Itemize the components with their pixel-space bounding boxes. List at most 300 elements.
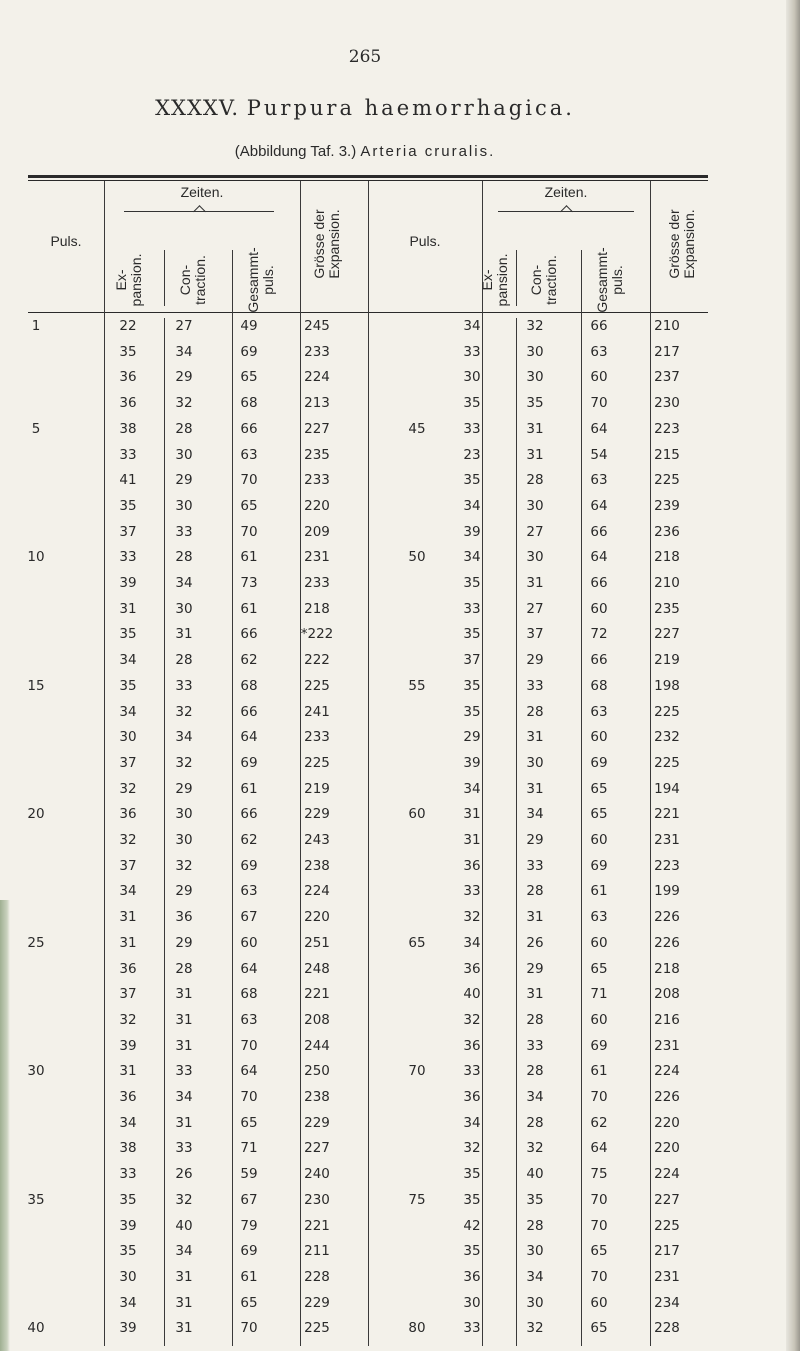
expansion-left-cell: 22 xyxy=(119,318,137,334)
contraction-right-cell: 40 xyxy=(526,1166,544,1183)
groesse-right-cell: 230 xyxy=(654,395,680,412)
groesse-left-cell: 222 xyxy=(304,652,330,669)
expansion-right-cell: 34 xyxy=(463,934,481,951)
contraction-left-cell: 36 xyxy=(175,909,193,926)
contraction-left-cell: 27 xyxy=(175,318,193,334)
table-row xyxy=(0,395,800,418)
contraction-right-cell: 28 xyxy=(526,883,544,900)
gesammtpuls-right-cell: 66 xyxy=(590,318,608,334)
contraction-left-cell: 29 xyxy=(175,369,193,386)
contraction-right-cell: 29 xyxy=(526,652,544,669)
groesse-right-cell: 219 xyxy=(654,652,680,669)
groesse-left-cell: 240 xyxy=(304,1166,330,1183)
expansion-right-cell: 36 xyxy=(463,1268,481,1285)
table-row xyxy=(0,472,800,495)
expansion-right-cell: 23 xyxy=(463,446,481,463)
table-row xyxy=(0,369,800,392)
gesammtpuls-left-cell: 68 xyxy=(240,395,258,412)
gesammtpuls-left-cell: 61 xyxy=(240,549,258,566)
table-row xyxy=(0,1012,800,1035)
gesammtpuls-left-cell: 73 xyxy=(240,575,258,591)
groesse-left-cell: 218 xyxy=(304,600,330,617)
expansion-right-cell: 34 xyxy=(463,780,481,797)
page-edge-stain xyxy=(0,900,10,1351)
puls-right-cell: 45 xyxy=(408,420,426,437)
expansion-left-cell: 33 xyxy=(119,446,137,463)
groesse-right-cell: 231 xyxy=(654,832,680,848)
header-zeiten-right: Zeiten. xyxy=(544,184,588,200)
gesammtpuls-left-cell: 63 xyxy=(240,883,258,900)
expansion-right-cell: 29 xyxy=(463,729,481,746)
page-title xyxy=(0,96,730,120)
groesse-left-cell: 219 xyxy=(304,780,330,797)
gesammtpuls-right-cell: 65 xyxy=(590,780,608,797)
gesammtpuls-left-cell: 63 xyxy=(240,446,258,463)
gesammtpuls-left-cell: 61 xyxy=(240,600,258,617)
contraction-left-cell: 30 xyxy=(175,806,193,823)
contraction-left-cell: 40 xyxy=(175,1217,193,1234)
groesse-left-cell: 233 xyxy=(304,472,330,489)
artery-name: Arteria cruralis. xyxy=(360,143,496,160)
gesammtpuls-right-cell: 69 xyxy=(590,1037,608,1054)
expansion-right-cell: 32 xyxy=(463,909,481,926)
table-row xyxy=(0,1038,800,1061)
puls-right-cell: 65 xyxy=(408,934,426,951)
groesse-right-cell: 227 xyxy=(654,1191,680,1208)
groesse-left-cell: 213 xyxy=(304,395,330,412)
contraction-right-cell: 34 xyxy=(526,806,544,823)
zeiten-brace-left xyxy=(124,211,274,218)
contraction-left-cell: 28 xyxy=(175,960,193,977)
page-binding-edge xyxy=(786,0,800,1351)
table-row xyxy=(0,678,800,701)
table-row xyxy=(0,986,800,1009)
expansion-left-cell: 38 xyxy=(119,420,137,437)
expansion-left-cell: 38 xyxy=(119,1140,137,1157)
expansion-right-cell: 30 xyxy=(463,369,481,386)
expansion-right-cell: 42 xyxy=(463,1217,481,1234)
table-row xyxy=(0,1269,800,1292)
groesse-left-cell: 248 xyxy=(304,960,330,977)
table-row xyxy=(0,755,800,778)
table-row xyxy=(0,1115,800,1138)
gesammtpuls-right-cell: 61 xyxy=(590,1063,608,1080)
expansion-left-cell: 36 xyxy=(119,806,137,823)
contraction-left-cell: 34 xyxy=(175,1089,193,1105)
gesammtpuls-left-cell: 64 xyxy=(240,1063,258,1080)
groesse-left-cell: 235 xyxy=(304,446,330,463)
groesse-left-cell: 229 xyxy=(304,1114,330,1131)
groesse-right-cell: 239 xyxy=(654,497,680,514)
gesammtpuls-right-cell: 65 xyxy=(590,1320,608,1337)
table-row xyxy=(0,1295,800,1318)
table-row xyxy=(0,1089,800,1112)
contraction-right-cell: 37 xyxy=(526,626,544,643)
table-row xyxy=(0,806,800,829)
gesammtpuls-right-cell: 63 xyxy=(590,343,608,360)
header-expansion-right: Ex- pansion. xyxy=(479,253,510,307)
expansion-right-cell: 34 xyxy=(463,549,481,566)
groesse-left-cell: 241 xyxy=(304,703,330,720)
row-number-cell: 30 xyxy=(27,1063,45,1080)
contraction-right-cell: 28 xyxy=(526,1217,544,1234)
gesammtpuls-right-cell: 64 xyxy=(590,420,608,437)
groesse-right-cell: 231 xyxy=(654,1268,680,1285)
groesse-right-cell: 226 xyxy=(654,909,680,926)
gesammtpuls-right-cell: 62 xyxy=(590,1114,608,1131)
groesse-left-cell: 225 xyxy=(304,754,330,771)
gesammtpuls-right-cell: 72 xyxy=(590,626,608,643)
contraction-left-cell: 30 xyxy=(175,832,193,848)
gesammtpuls-right-cell: 63 xyxy=(590,909,608,926)
gesammtpuls-left-cell: 66 xyxy=(240,703,258,720)
gesammtpuls-left-cell: 59 xyxy=(240,1166,258,1183)
groesse-right-cell: 199 xyxy=(654,883,680,900)
row-number-cell: 35 xyxy=(27,1191,45,1208)
groesse-left-cell: 250 xyxy=(304,1063,330,1080)
gesammtpuls-left-cell: 70 xyxy=(240,472,258,489)
contraction-right-cell: 34 xyxy=(526,1089,544,1105)
gesammtpuls-left-cell: 61 xyxy=(240,1268,258,1285)
gesammtpuls-left-cell: 69 xyxy=(240,754,258,771)
header-gesammtpuls-left: Gesammt- puls. xyxy=(245,247,276,313)
puls-right-cell: 80 xyxy=(408,1320,426,1337)
expansion-left-cell: 34 xyxy=(119,652,137,669)
table-row xyxy=(0,1218,800,1241)
groesse-right-cell: 198 xyxy=(654,677,680,694)
contraction-right-cell: 33 xyxy=(526,677,544,694)
contraction-right-cell: 30 xyxy=(526,497,544,514)
expansion-right-cell: 30 xyxy=(463,1294,481,1311)
gesammtpuls-right-cell: 64 xyxy=(590,549,608,566)
groesse-right-cell: 226 xyxy=(654,934,680,951)
contraction-right-cell: 28 xyxy=(526,472,544,489)
contraction-right-cell: 33 xyxy=(526,857,544,874)
gesammtpuls-left-cell: 70 xyxy=(240,1089,258,1105)
page-number: 265 xyxy=(348,47,382,67)
puls-right-cell: 70 xyxy=(408,1063,426,1080)
row-number-cell: 5 xyxy=(31,420,41,437)
groesse-left-cell: 228 xyxy=(304,1268,330,1285)
groesse-right-cell: 236 xyxy=(654,523,680,540)
contraction-left-cell: 31 xyxy=(175,1114,193,1131)
expansion-right-cell: 33 xyxy=(463,1320,481,1337)
gesammtpuls-right-cell: 65 xyxy=(590,806,608,823)
contraction-left-cell: 30 xyxy=(175,497,193,514)
contraction-right-cell: 31 xyxy=(526,575,544,591)
gesammtpuls-left-cell: 69 xyxy=(240,857,258,874)
contraction-right-cell: 30 xyxy=(526,754,544,771)
expansion-right-cell: 33 xyxy=(463,883,481,900)
expansion-left-cell: 39 xyxy=(119,1037,137,1054)
groesse-left-cell: 220 xyxy=(304,497,330,514)
expansion-right-cell: 34 xyxy=(463,1114,481,1131)
table-row xyxy=(0,781,800,804)
table-row xyxy=(0,961,800,984)
groesse-left-cell: 225 xyxy=(304,1320,330,1337)
table-row xyxy=(0,729,800,752)
groesse-left-cell: 225 xyxy=(304,677,330,694)
gesammtpuls-left-cell: 68 xyxy=(240,986,258,1003)
expansion-right-cell: 34 xyxy=(463,318,481,334)
gesammtpuls-right-cell: 64 xyxy=(590,1140,608,1157)
expansion-right-cell: 35 xyxy=(463,1243,481,1260)
groesse-right-cell: 235 xyxy=(654,600,680,617)
zeiten-brace-right xyxy=(498,211,634,218)
contraction-right-cell: 34 xyxy=(526,1268,544,1285)
row-number-cell: 40 xyxy=(27,1320,45,1337)
contraction-right-cell: 29 xyxy=(526,960,544,977)
gesammtpuls-left-cell: 62 xyxy=(240,832,258,848)
contraction-right-cell: 26 xyxy=(526,934,544,951)
gesammtpuls-left-cell: 49 xyxy=(240,318,258,334)
gesammtpuls-left-cell: 69 xyxy=(240,343,258,360)
gesammtpuls-right-cell: 65 xyxy=(590,960,608,977)
expansion-left-cell: 39 xyxy=(119,1217,137,1234)
expansion-right-cell: 33 xyxy=(463,420,481,437)
gesammtpuls-left-cell: 66 xyxy=(240,806,258,823)
groesse-left-cell: 220 xyxy=(304,909,330,926)
contraction-right-cell: 32 xyxy=(526,1140,544,1157)
contraction-right-cell: 35 xyxy=(526,1191,544,1208)
expansion-left-cell: 37 xyxy=(119,523,137,540)
expansion-right-cell: 33 xyxy=(463,600,481,617)
expansion-left-cell: 32 xyxy=(119,780,137,797)
groesse-left-cell: 238 xyxy=(304,1089,330,1105)
header-groesse-left: Grösse der Expansion. xyxy=(311,209,342,279)
expansion-right-cell: 32 xyxy=(463,1140,481,1157)
groesse-right-cell: 228 xyxy=(654,1320,680,1337)
header-gesammtpuls-right: Gesammt- puls. xyxy=(594,247,625,313)
table-row xyxy=(0,1192,800,1215)
groesse-left-cell: 229 xyxy=(304,806,330,823)
expansion-right-cell: 37 xyxy=(463,652,481,669)
contraction-right-cell: 31 xyxy=(526,986,544,1003)
gesammtpuls-left-cell: 79 xyxy=(240,1217,258,1234)
contraction-right-cell: 33 xyxy=(526,1037,544,1054)
header-zeiten-left: Zeiten. xyxy=(180,184,224,200)
expansion-right-cell: 40 xyxy=(463,986,481,1003)
contraction-left-cell: 32 xyxy=(175,395,193,412)
groesse-left-cell: 233 xyxy=(304,729,330,746)
header-contraction-left: Con- traction. xyxy=(177,255,208,305)
groesse-left-cell: 224 xyxy=(304,369,330,386)
groesse-left-cell: 233 xyxy=(304,343,330,360)
puls-right-cell: 75 xyxy=(408,1191,426,1208)
contraction-right-cell: 32 xyxy=(526,318,544,334)
contraction-left-cell: 34 xyxy=(175,729,193,746)
groesse-left-cell: 245 xyxy=(304,318,330,334)
gesammtpuls-right-cell: 66 xyxy=(590,575,608,591)
gesammtpuls-right-cell: 69 xyxy=(590,857,608,874)
expansion-right-cell: 35 xyxy=(463,1166,481,1183)
groesse-left-cell: 227 xyxy=(304,1140,330,1157)
groesse-right-cell: 227 xyxy=(654,626,680,643)
table-row xyxy=(0,447,800,470)
table-row xyxy=(0,832,800,855)
gesammtpuls-right-cell: 60 xyxy=(590,1294,608,1311)
expansion-left-cell: 35 xyxy=(119,677,137,694)
gesammtpuls-left-cell: 67 xyxy=(240,1191,258,1208)
table-row xyxy=(0,575,800,598)
table-row xyxy=(0,344,800,367)
table-row xyxy=(0,858,800,881)
contraction-left-cell: 34 xyxy=(175,1243,193,1260)
expansion-left-cell: 37 xyxy=(119,754,137,771)
groesse-left-cell: 244 xyxy=(304,1037,330,1054)
row-number-cell: 15 xyxy=(27,677,45,694)
expansion-right-cell: 31 xyxy=(463,806,481,823)
groesse-right-cell: 223 xyxy=(654,857,680,874)
contraction-right-cell: 30 xyxy=(526,369,544,386)
expansion-left-cell: 34 xyxy=(119,703,137,720)
groesse-right-cell: 232 xyxy=(654,729,680,746)
groesse-right-cell: 224 xyxy=(654,1063,680,1080)
expansion-left-cell: 31 xyxy=(119,909,137,926)
expansion-left-cell: 30 xyxy=(119,729,137,746)
groesse-right-cell: 224 xyxy=(654,1166,680,1183)
expansion-right-cell: 35 xyxy=(463,395,481,412)
header-groesse-right: Grösse der Expansion. xyxy=(666,209,697,279)
contraction-right-cell: 31 xyxy=(526,729,544,746)
gesammtpuls-right-cell: 64 xyxy=(590,497,608,514)
expansion-left-cell: 31 xyxy=(119,934,137,951)
groesse-right-cell: 220 xyxy=(654,1140,680,1157)
groesse-left-cell: 230 xyxy=(304,1191,330,1208)
table-row xyxy=(0,652,800,675)
table-row xyxy=(0,318,800,341)
contraction-left-cell: 33 xyxy=(175,677,193,694)
gesammtpuls-right-cell: 69 xyxy=(590,754,608,771)
gesammtpuls-left-cell: 70 xyxy=(240,1320,258,1337)
contraction-left-cell: 30 xyxy=(175,600,193,617)
contraction-left-cell: 31 xyxy=(175,1268,193,1285)
gesammtpuls-right-cell: 63 xyxy=(590,472,608,489)
gesammtpuls-right-cell: 65 xyxy=(590,1243,608,1260)
groesse-left-cell: 231 xyxy=(304,549,330,566)
contraction-left-cell: 31 xyxy=(175,1320,193,1337)
puls-right-cell: 55 xyxy=(408,677,426,694)
contraction-right-cell: 32 xyxy=(526,1320,544,1337)
contraction-left-cell: 32 xyxy=(175,1191,193,1208)
contraction-right-cell: 28 xyxy=(526,1063,544,1080)
table-row xyxy=(0,498,800,521)
groesse-right-cell: 210 xyxy=(654,318,680,334)
expansion-right-cell: 39 xyxy=(463,754,481,771)
gesammtpuls-left-cell: 71 xyxy=(240,1140,258,1157)
gesammtpuls-left-cell: 65 xyxy=(240,1294,258,1311)
gesammtpuls-left-cell: 70 xyxy=(240,1037,258,1054)
expansion-left-cell: 36 xyxy=(119,960,137,977)
gesammtpuls-left-cell: 66 xyxy=(240,626,258,643)
contraction-right-cell: 28 xyxy=(526,703,544,720)
gesammtpuls-left-cell: 65 xyxy=(240,369,258,386)
gesammtpuls-right-cell: 54 xyxy=(590,446,608,463)
contraction-left-cell: 33 xyxy=(175,1063,193,1080)
groesse-left-cell: 238 xyxy=(304,857,330,874)
contraction-right-cell: 30 xyxy=(526,1243,544,1260)
contraction-left-cell: 29 xyxy=(175,883,193,900)
expansion-left-cell: 36 xyxy=(119,395,137,412)
groesse-left-cell: 209 xyxy=(304,523,330,540)
expansion-left-cell: 33 xyxy=(119,1166,137,1183)
row-number-cell: 20 xyxy=(27,806,45,823)
contraction-left-cell: 32 xyxy=(175,754,193,771)
groesse-right-cell: 208 xyxy=(654,986,680,1003)
contraction-right-cell: 27 xyxy=(526,600,544,617)
contraction-left-cell: 26 xyxy=(175,1166,193,1183)
gesammtpuls-right-cell: 60 xyxy=(590,934,608,951)
contraction-right-cell: 27 xyxy=(526,523,544,540)
gesammtpuls-left-cell: 60 xyxy=(240,934,258,951)
contraction-right-cell: 30 xyxy=(526,343,544,360)
table-row xyxy=(0,883,800,906)
row-number-cell: 10 xyxy=(27,549,45,566)
groesse-left-cell: *222 xyxy=(300,626,334,643)
gesammtpuls-right-cell: 66 xyxy=(590,652,608,669)
groesse-right-cell: 225 xyxy=(654,472,680,489)
gesammtpuls-left-cell: 65 xyxy=(240,1114,258,1131)
gesammtpuls-right-cell: 70 xyxy=(590,395,608,412)
contraction-left-cell: 29 xyxy=(175,780,193,797)
expansion-left-cell: 35 xyxy=(119,497,137,514)
groesse-left-cell: 233 xyxy=(304,575,330,591)
groesse-right-cell: 223 xyxy=(654,420,680,437)
puls-right-cell: 60 xyxy=(408,806,426,823)
table-row xyxy=(0,1320,800,1343)
groesse-left-cell: 229 xyxy=(304,1294,330,1311)
groesse-right-cell: 226 xyxy=(654,1089,680,1105)
groesse-right-cell: 225 xyxy=(654,703,680,720)
gesammtpuls-left-cell: 62 xyxy=(240,652,258,669)
contraction-left-cell: 34 xyxy=(175,575,193,591)
contraction-right-cell: 28 xyxy=(526,1011,544,1028)
puls-right-cell: 50 xyxy=(408,549,426,566)
gesammtpuls-right-cell: 60 xyxy=(590,1011,608,1028)
figure-reference: (Abbildung Taf. 3.) xyxy=(234,143,357,160)
table-row xyxy=(0,1063,800,1086)
expansion-right-cell: 36 xyxy=(463,1089,481,1105)
groesse-right-cell: 225 xyxy=(654,1217,680,1234)
gesammtpuls-right-cell: 63 xyxy=(590,703,608,720)
table-row xyxy=(0,626,800,649)
expansion-right-cell: 33 xyxy=(463,1063,481,1080)
header-expansion-left: Ex- pansion. xyxy=(113,253,144,307)
gesammtpuls-left-cell: 70 xyxy=(240,523,258,540)
gesammtpuls-left-cell: 64 xyxy=(240,960,258,977)
expansion-right-cell: 33 xyxy=(463,343,481,360)
gesammtpuls-left-cell: 67 xyxy=(240,909,258,926)
contraction-right-cell: 30 xyxy=(526,1294,544,1311)
gesammtpuls-right-cell: 60 xyxy=(590,832,608,848)
contraction-left-cell: 29 xyxy=(175,472,193,489)
contraction-right-cell: 29 xyxy=(526,832,544,848)
contraction-right-cell: 30 xyxy=(526,549,544,566)
expansion-left-cell: 35 xyxy=(119,626,137,643)
table-row xyxy=(0,1140,800,1163)
expansion-right-cell: 35 xyxy=(463,703,481,720)
case-number: XXXXV. xyxy=(155,96,240,120)
gesammtpuls-left-cell: 66 xyxy=(240,420,258,437)
gesammtpuls-left-cell: 63 xyxy=(240,1011,258,1028)
gesammtpuls-right-cell: 70 xyxy=(590,1268,608,1285)
expansion-left-cell: 32 xyxy=(119,1011,137,1028)
contraction-left-cell: 33 xyxy=(175,1140,193,1157)
gesammtpuls-right-cell: 71 xyxy=(590,986,608,1003)
groesse-left-cell: 243 xyxy=(304,832,330,848)
contraction-left-cell: 32 xyxy=(175,703,193,720)
gesammtpuls-left-cell: 64 xyxy=(240,729,258,746)
